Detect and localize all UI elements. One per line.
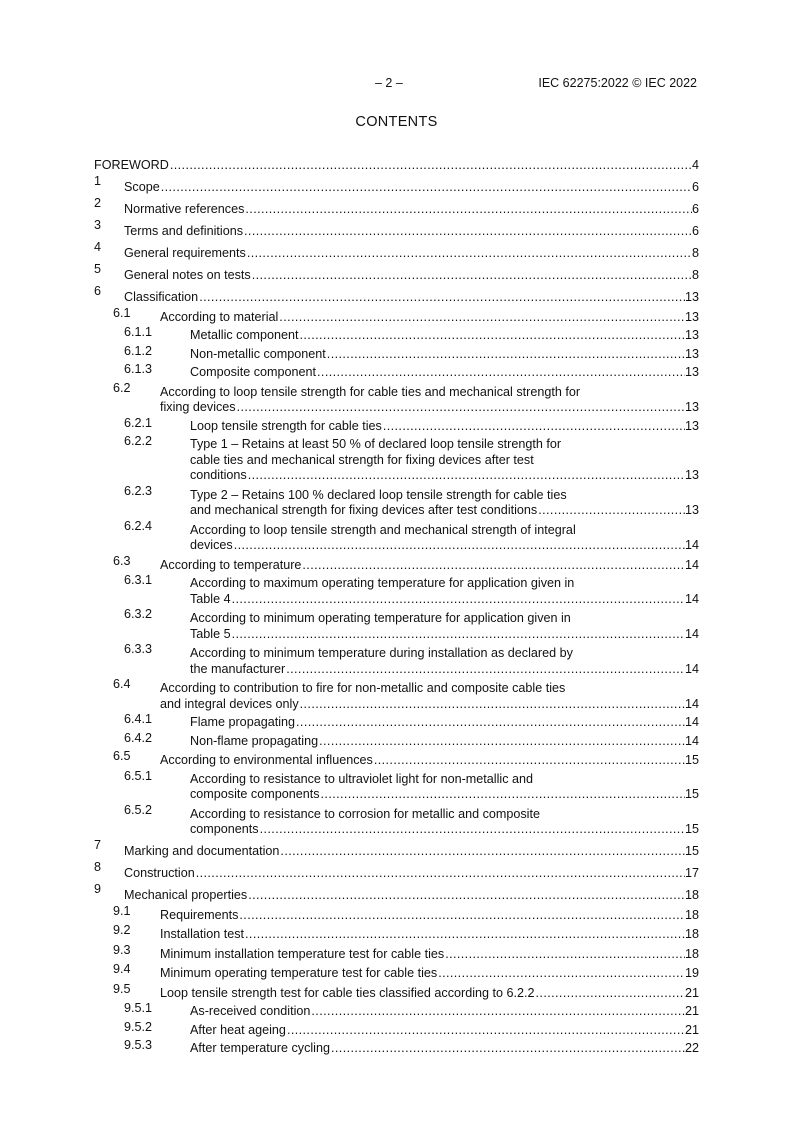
- toc-entry[interactable]: [94, 381, 699, 416]
- toc-entry-number: 8: [94, 859, 102, 874]
- toc-entry-number: 6.3: [113, 553, 131, 568]
- toc-entry-title: According to temperature: [160, 557, 302, 572]
- toc-entry-page: 18: [684, 888, 699, 902]
- dot-leader: [252, 268, 692, 284]
- toc-entry-title: Flame propagating: [190, 715, 296, 729]
- toc-entry-number: 9.2: [113, 923, 131, 937]
- dot-leader: [280, 844, 685, 860]
- toc-entry-page: 6: [691, 202, 699, 216]
- toc-entry-title: components: [190, 822, 259, 836]
- dot-leader: [331, 1041, 685, 1057]
- toc-entry-page: 21: [684, 985, 699, 1000]
- toc-entry-page: 15: [684, 753, 699, 767]
- document-reference: IEC 62275:2022 © IEC 2022: [538, 76, 697, 90]
- toc-entry-page: 18: [684, 946, 699, 961]
- dot-leader: [536, 986, 685, 1002]
- toc-entry-title: Loop tensile strength for cable ties: [190, 418, 382, 433]
- toc-entry-number: 2: [94, 195, 102, 210]
- page-number: – 2 –: [375, 76, 403, 90]
- toc-entry-title: According to resistance to corrosion for metallic and composite: [190, 806, 540, 821]
- toc-entry[interactable]: [94, 712, 699, 731]
- toc-entry[interactable]: [94, 344, 699, 363]
- toc-entry-title: Minimum operating temperature test for cable ties: [160, 966, 438, 980]
- toc-entry-number: 6.3.3: [124, 642, 153, 656]
- toc-entry-title: Marking and documentation: [124, 844, 280, 858]
- toc-entry[interactable]: [94, 174, 699, 196]
- toc-entry[interactable]: [94, 554, 699, 574]
- toc-entry-page: 13: [684, 400, 699, 414]
- dot-leader: [244, 224, 692, 240]
- toc-entry-title: Non-flame propagating: [190, 733, 319, 748]
- toc-entry[interactable]: [94, 196, 699, 218]
- toc-entry-title: According to resistance to ultraviolet light for non-metallic and: [190, 771, 534, 786]
- dot-leader: [161, 180, 692, 196]
- toc-entry-title: General notes on tests: [124, 268, 251, 282]
- toc-entry-title: and mechanical strength for fixing devices after test conditions: [190, 503, 538, 517]
- toc-entry-page: 13: [684, 418, 699, 433]
- toc-entry-page: 14: [684, 557, 699, 572]
- dot-leader: [311, 1004, 685, 1020]
- toc-entry-number: 6.5: [113, 749, 131, 763]
- toc-entry-page: 14: [684, 538, 699, 552]
- toc-entry-title: As-received condition: [190, 1004, 311, 1018]
- dot-leader: [245, 202, 692, 218]
- toc-entry[interactable]: [94, 982, 699, 1002]
- dot-leader: [300, 697, 685, 713]
- toc-entry-number: 6.2: [113, 380, 131, 395]
- toc-entry-title: fixing devices: [160, 400, 236, 414]
- toc-entry-page: 22: [684, 1041, 699, 1055]
- toc-entry[interactable]: [94, 904, 699, 924]
- toc-entry[interactable]: [94, 838, 699, 860]
- toc-entry-title: Non-metallic component: [190, 346, 326, 361]
- toc-entry[interactable]: [94, 642, 699, 677]
- toc-entry-number: 4: [94, 239, 102, 254]
- toc-entry-title: According to contribution to fire for non-metallic and composite cable ties: [160, 681, 566, 695]
- toc-entry-title: Requirements: [160, 907, 239, 922]
- toc-entry[interactable]: [94, 607, 699, 642]
- toc-entry-number: 6.3.1: [124, 573, 153, 587]
- dot-leader: [170, 158, 692, 174]
- dot-leader: [248, 468, 685, 484]
- toc-entry[interactable]: [94, 1001, 699, 1020]
- toc-entry-title: According to environmental influences: [160, 753, 373, 767]
- toc-entry[interactable]: [94, 769, 699, 803]
- toc-entry-number: 6.1.3: [124, 362, 153, 376]
- toc-entry[interactable]: [94, 731, 699, 750]
- toc-entry-title: Classification: [124, 290, 199, 304]
- toc-entry[interactable]: [94, 362, 699, 381]
- toc-entry-title: After temperature cycling: [190, 1041, 330, 1055]
- toc-entry-title: Terms and definitions: [124, 224, 244, 238]
- toc-entry-page: 13: [684, 468, 699, 482]
- toc-entry-number: 9.5.2: [124, 1019, 153, 1034]
- toc-entry[interactable]: [94, 158, 699, 174]
- toc-entry-number: 1: [94, 173, 102, 188]
- toc-entry-page: 15: [684, 787, 699, 801]
- toc-entry-page: 14: [684, 591, 699, 606]
- dot-leader: [287, 1023, 685, 1039]
- toc-entry-number: 6.2.1: [124, 415, 153, 430]
- page-header: [0, 76, 793, 92]
- dot-leader: [237, 400, 685, 416]
- toc-entry[interactable]: [94, 484, 699, 519]
- toc-entry-title: Construction: [124, 866, 195, 880]
- dot-leader: [248, 888, 685, 904]
- toc-entry-number: 9: [94, 881, 102, 896]
- dot-leader: [538, 503, 685, 519]
- toc-entry[interactable]: [94, 218, 699, 240]
- toc-entry-page: 13: [684, 309, 699, 324]
- dot-leader: [232, 592, 685, 608]
- toc-entry-page: 6: [691, 224, 699, 238]
- toc-entry-title: and integral devices only: [160, 696, 299, 711]
- toc-entry[interactable]: [94, 306, 699, 326]
- toc-entry-page: 14: [684, 626, 699, 641]
- dot-leader: [383, 419, 685, 435]
- toc-entry-number: 6.1: [113, 305, 131, 320]
- toc-entry-title: devices: [190, 538, 233, 552]
- toc-entry[interactable]: [94, 1020, 699, 1039]
- toc-entry[interactable]: [94, 262, 699, 284]
- toc-entry-page: 19: [684, 966, 699, 980]
- toc-entry-number: 6.5.2: [124, 802, 153, 817]
- toc-entry-number: 9.5.3: [124, 1038, 153, 1052]
- toc-entry-page: 14: [684, 715, 699, 729]
- toc-entry[interactable]: [94, 573, 699, 607]
- dot-leader: [247, 246, 692, 262]
- toc-entry-page: 18: [684, 927, 699, 941]
- toc-entry-title: Mechanical properties: [124, 888, 248, 902]
- toc-entry-title: FOREWORD: [94, 158, 169, 172]
- toc-entry-number: 6.4.2: [124, 730, 153, 745]
- toc-entry-number: 6: [94, 283, 102, 298]
- toc-entry-number: 6.2.3: [124, 483, 153, 498]
- toc-entry-title: According to minimum operating temperature for application given in: [190, 611, 571, 625]
- dot-leader: [260, 822, 685, 838]
- toc-entry[interactable]: [94, 923, 699, 943]
- toc-entry[interactable]: [94, 803, 699, 838]
- toc-entry-number: 6.1.2: [124, 343, 153, 358]
- dot-leader: [239, 908, 685, 924]
- toc-entry-title: Type 2 – Retains 100 % declared loop tensile strength for cable ties: [190, 487, 567, 502]
- toc-entry-title: According to minimum temperature during installation as declared by: [190, 646, 573, 660]
- toc-entry[interactable]: [94, 519, 699, 554]
- toc-entry[interactable]: [94, 882, 699, 904]
- toc-entry-page: 14: [684, 733, 699, 748]
- toc-entry-page: 4: [691, 158, 699, 172]
- toc-entry-number: 9.4: [113, 962, 131, 976]
- toc-entry-page: 17: [684, 866, 699, 880]
- toc-entry-title: conditions: [190, 468, 247, 482]
- toc-entry[interactable]: [94, 434, 699, 484]
- toc-entry-title: Table 4: [190, 591, 231, 606]
- dot-leader: [327, 347, 685, 363]
- toc-entry-title: After heat ageing: [190, 1022, 286, 1037]
- dot-leader: [245, 927, 685, 943]
- toc-entry-number: 5: [94, 261, 102, 276]
- toc-entry[interactable]: [94, 677, 699, 712]
- toc-entry-number: 6.4.1: [124, 712, 153, 726]
- toc-entry-title: Minimum installation temperature test for cable ties: [160, 946, 445, 961]
- toc-entry-page: 15: [684, 822, 699, 836]
- toc-entry-page: 13: [684, 328, 699, 342]
- toc-entry[interactable]: [94, 240, 699, 262]
- toc-entry-page: 21: [684, 1022, 699, 1037]
- toc-entry-number: 6.1.1: [124, 325, 153, 339]
- dot-leader: [321, 787, 685, 803]
- toc-entry[interactable]: [94, 325, 699, 344]
- dot-leader: [319, 734, 685, 750]
- toc-entry-page: 8: [691, 246, 699, 260]
- toc-entry-page: 14: [684, 696, 699, 711]
- dot-leader: [196, 866, 685, 882]
- dot-leader: [199, 290, 685, 306]
- dot-leader: [234, 538, 685, 554]
- toc-entry[interactable]: [94, 284, 699, 306]
- toc-entry[interactable]: [94, 962, 699, 982]
- toc-entry-page: 13: [684, 346, 699, 361]
- toc-entry-title: Metallic component: [190, 328, 299, 342]
- dot-leader: [438, 966, 685, 982]
- dot-leader: [296, 715, 685, 731]
- dot-leader: [374, 753, 685, 769]
- toc-entry-number: 6.5.1: [124, 768, 153, 783]
- contents-title: CONTENTS: [355, 114, 438, 130]
- toc-entry-number: 6.2.4: [124, 518, 153, 533]
- toc-entry-page: 13: [684, 365, 699, 379]
- toc-entry[interactable]: [94, 416, 699, 435]
- toc-entry[interactable]: [94, 1038, 699, 1057]
- toc-entry-title: Scope: [124, 180, 160, 194]
- toc-entry-page: 8: [691, 268, 699, 282]
- toc-entry-title: According to loop tensile strength and mechanical strength of integral: [190, 522, 576, 537]
- toc-entry-title: Table 5: [190, 626, 231, 641]
- toc-entry-title: the manufacturer: [190, 661, 286, 676]
- dot-leader: [317, 365, 685, 381]
- table-of-contents: [94, 158, 699, 1057]
- toc-entry-number: 6.2.2: [124, 434, 153, 448]
- toc-entry-page: 6: [691, 180, 699, 194]
- dot-leader: [286, 662, 685, 678]
- toc-entry-title: Installation test: [160, 927, 245, 941]
- toc-entry-number: 9.3: [113, 942, 131, 957]
- toc-entry[interactable]: [94, 943, 699, 963]
- toc-entry-page: 14: [684, 661, 699, 676]
- toc-entry-page: 18: [684, 907, 699, 922]
- toc-entry-title: Type 1 – Retains at least 50 % of declared loop tensile strength for: [190, 437, 562, 451]
- toc-entry-title: Loop tensile strength test for cable ties classified according to 6.2.2: [160, 985, 535, 1000]
- toc-entry-number: 6.3.2: [124, 607, 153, 621]
- toc-entry-title: According to loop tensile strength for cable ties and mechanical strength for: [160, 384, 581, 399]
- toc-entry-title: composite components: [190, 787, 320, 801]
- toc-entry-title: cable ties and mechanical strength for fixing devices after test: [190, 452, 534, 467]
- toc-entry-number: 6.4: [113, 677, 131, 691]
- dot-leader: [232, 627, 685, 643]
- toc-entry[interactable]: [94, 749, 699, 769]
- toc-entry-page: 13: [684, 503, 699, 517]
- toc-entry-number: 3: [94, 217, 102, 232]
- toc-entry-page: 15: [684, 844, 699, 858]
- toc-entry-page: 13: [684, 290, 699, 304]
- toc-entry[interactable]: [94, 860, 699, 882]
- toc-entry-number: 9.1: [113, 903, 131, 918]
- toc-entry-number: 7: [94, 837, 102, 852]
- toc-entry-number: 9.5: [113, 981, 131, 996]
- toc-entry-title: According to material: [160, 309, 279, 324]
- dot-leader: [300, 328, 685, 344]
- toc-entry-title: General requirements: [124, 246, 246, 260]
- toc-entry-title: Normative references: [124, 202, 245, 216]
- toc-entry-title: According to maximum operating temperature for application given in: [190, 576, 575, 590]
- dot-leader: [445, 947, 685, 963]
- toc-entry-title: Composite component: [190, 365, 317, 379]
- toc-entry-page: 21: [684, 1004, 699, 1018]
- toc-entry-number: 9.5.1: [124, 1001, 153, 1015]
- dot-leader: [302, 558, 685, 574]
- dot-leader: [279, 310, 685, 326]
